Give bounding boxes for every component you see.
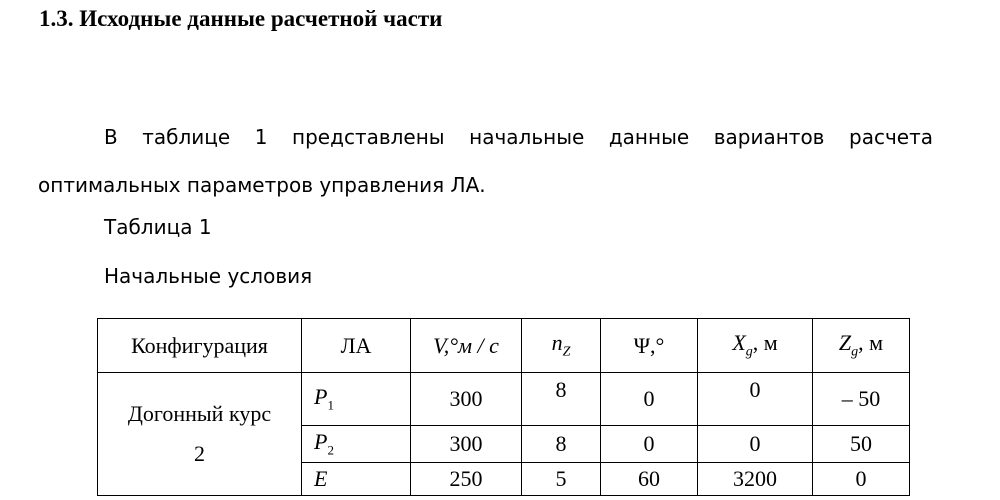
xg-cell: 0: [698, 426, 813, 463]
header-velocity: [411, 319, 522, 373]
table-row: [98, 373, 910, 426]
nz-cell: 8: [522, 426, 601, 463]
table-title: Начальные условия: [104, 264, 313, 288]
zg-cell: 0: [813, 463, 910, 496]
la-symbol: P: [314, 384, 328, 410]
header-psi: Ψ,°: [601, 319, 698, 373]
intro-paragraph-text: В таблице 1 представлены начальные данные вариантов расчета оптимальных параметров управления ЛА.: [38, 125, 933, 197]
header-configuration: Конфигурация: [98, 319, 302, 373]
xg-cell: 3200: [698, 463, 813, 496]
velocity-cell: 300: [411, 426, 522, 463]
nz-cell: 5: [522, 463, 601, 496]
header-nz: [522, 319, 601, 373]
velocity-cell: 300: [411, 373, 522, 426]
header-velocity-unit: ,°м / с: [443, 332, 499, 358]
header-zg-sub: g: [851, 344, 859, 360]
header-xg: [698, 319, 813, 373]
table-caption: Таблица 1: [104, 215, 212, 239]
configuration-line1: Догонный курс: [127, 401, 272, 426]
psi-cell: 60: [601, 463, 698, 496]
zg-cell: 50: [813, 426, 910, 463]
zg-cell: – 50: [813, 373, 910, 426]
velocity-cell: 250: [411, 463, 522, 496]
initial-conditions-table: [97, 318, 910, 496]
xg-cell: 0: [698, 373, 813, 426]
header-zg-symbol: Z: [838, 330, 852, 356]
configuration-cell: [98, 373, 302, 496]
la-cell: [302, 426, 411, 463]
la-sub: 1: [327, 397, 334, 413]
header-zg: [813, 319, 910, 373]
la-symbol: E: [314, 466, 328, 491]
header-nz-symbol: n: [551, 330, 563, 356]
configuration-line2: 2: [194, 441, 205, 466]
header-zg-unit: , м: [858, 330, 884, 356]
section-heading: 1.3. Исходные данные расчетной части: [39, 6, 443, 31]
la-symbol: P: [314, 429, 328, 455]
la-sub: 2: [327, 442, 334, 458]
psi-cell: 0: [601, 373, 698, 426]
header-velocity-symbol: V: [433, 332, 444, 358]
psi-cell: 0: [601, 426, 698, 463]
header-xg-sub: g: [745, 344, 753, 360]
header-xg-symbol: X: [732, 330, 746, 356]
la-cell: [302, 373, 411, 426]
nz-cell: 8: [522, 373, 601, 426]
intro-paragraph: [38, 113, 933, 209]
header-la: ЛА: [302, 319, 411, 373]
header-nz-sub: Z: [562, 344, 571, 360]
table-header-row: [98, 319, 910, 373]
header-xg-unit: , м: [752, 330, 778, 356]
la-cell: [302, 463, 411, 496]
